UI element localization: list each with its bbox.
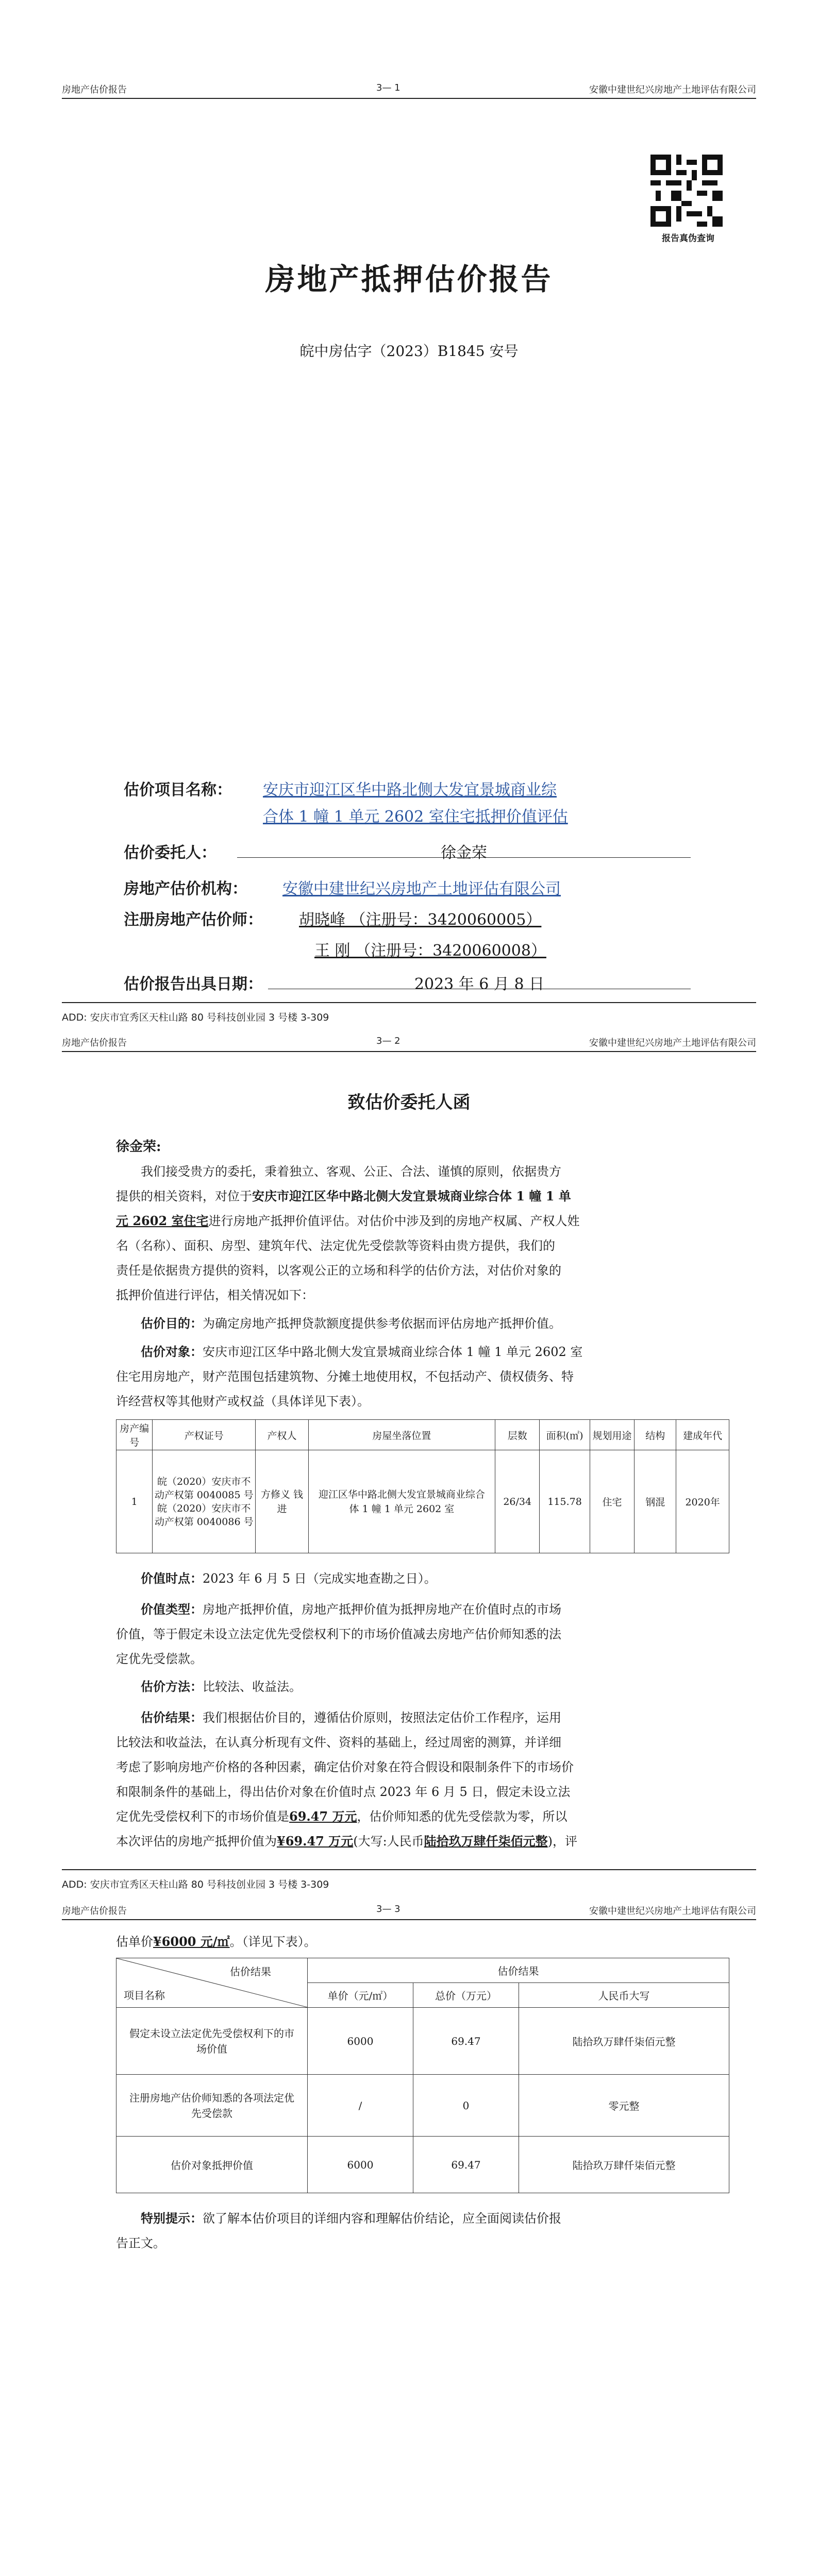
project-line-1: 安庆市迎江区华中路北侧大发宜景城商业综 xyxy=(263,781,557,799)
text-line xyxy=(116,1311,729,1336)
footer-divider xyxy=(62,1002,756,1003)
table-header: 估价结果 xyxy=(308,1958,729,1983)
text-span: 估单价 xyxy=(116,1935,153,1949)
table-cell: / xyxy=(308,2075,413,2137)
result-label: 估价结果： xyxy=(141,1710,203,1725)
table-header: 单价（元/㎡） xyxy=(308,1983,413,2008)
footer-address: ADD: 安庆市宜秀区天柱山路 80 号科技创业园 3 号楼 3-309 xyxy=(62,1879,329,1890)
header-left: 房地产估价报告 xyxy=(62,1038,127,1048)
text-line: 定优先受偿款。 xyxy=(116,1652,203,1666)
client-name: 徐金荣 xyxy=(441,844,487,862)
table-cell: 迎江区华中路北侧大发宜景城商业综合体 1 幢 1 单元 2602 室 xyxy=(308,1450,495,1553)
table-header: 房产编号 xyxy=(116,1420,153,1450)
object-para xyxy=(116,1340,729,1414)
table-row xyxy=(116,2008,729,2075)
text-line xyxy=(116,1674,729,1699)
text-span: 提供的相关资料，对位于 xyxy=(116,1189,252,1204)
page-number: 3— 2 xyxy=(376,1036,400,1046)
text-line xyxy=(116,1829,729,1854)
table-cell: 住宅 xyxy=(590,1450,634,1553)
table-header: 结构 xyxy=(635,1420,676,1450)
text-line: 责任是依据贵方提供的资料，以客观公正的立场和科学的估价方法，对估价对象的 xyxy=(116,1263,561,1278)
table-header: 总价（万元） xyxy=(413,1983,519,2008)
appraiser-1: 胡晓峰 （注册号：3420060005） xyxy=(299,911,542,929)
table-header-row xyxy=(116,1420,729,1450)
cert-number: 皖（2020）安庆市不动产权第 0040085 号 xyxy=(154,1476,254,1501)
table-cell: 6000 xyxy=(308,2137,413,2193)
diagonal-top-label: 估价结果 xyxy=(230,1965,271,1978)
text-span: 本次评估的房地产抵押价值为 xyxy=(116,1834,277,1849)
text-line xyxy=(116,1566,729,1591)
header-left: 房地产估价报告 xyxy=(62,84,127,95)
text-line: 考虑了影响房地产价格的各种因素，确定估价对象在符合假设和限制条件下的市场价 xyxy=(116,1760,574,1774)
text-span: 进行房地产抵押价值评估。对估价中涉及到的房地产权属、产权人姓 xyxy=(208,1214,580,1228)
result-para xyxy=(116,1705,729,1854)
table-cell: 假定未设立法定优先受偿权利下的市场价值 xyxy=(116,2008,308,2075)
object-label: 估价对象： xyxy=(141,1344,203,1359)
header-divider xyxy=(62,1051,756,1052)
text-span: 定优先受偿权利下的市场价值是 xyxy=(116,1809,289,1824)
footer-address: ADD: 安庆市宜秀区天柱山路 80 号科技创业园 3 号楼 3-309 xyxy=(62,1012,329,1023)
table-cell xyxy=(153,1450,256,1553)
header-left: 房地产估价报告 xyxy=(62,1906,127,1917)
table-row xyxy=(116,2137,729,2193)
agency-label: 房地产估价机构： xyxy=(124,880,247,898)
table-cell: 26/34 xyxy=(495,1450,539,1553)
text-line: 住宅用房地产，财产范围包括建筑物、分摊土地使用权，不包括动产、债权债务、特 xyxy=(116,1369,574,1384)
header-divider xyxy=(62,1919,756,1920)
text-line xyxy=(116,1209,729,1233)
text-line: 告正文。 xyxy=(116,2236,165,2250)
header-right: 安徽中建世纪兴房地产土地评估有限公司 xyxy=(589,1038,756,1048)
table-cell: 钢混 xyxy=(635,1450,676,1553)
table-header: 层数 xyxy=(495,1420,539,1450)
text-span: 欲了解本估价项目的详细内容和理解估价结论，应全面阅读估价报 xyxy=(203,2211,561,2226)
property-address-end: 元 2602 室住宅 xyxy=(116,1213,209,1228)
project-label: 估价项目名称： xyxy=(124,781,232,799)
text-span: 。（详见下表）。 xyxy=(229,1935,316,1949)
header-right: 安徽中建世纪兴房地产土地评估有限公司 xyxy=(589,1906,756,1917)
table-row xyxy=(116,2075,729,2137)
table-cell: 1 xyxy=(116,1450,153,1553)
object-text: 安庆市迎江区华中路北侧大发宜景城商业综合体 1 幢 1 单元 2602 室 xyxy=(203,1345,583,1359)
table-header: 产权人 xyxy=(256,1420,309,1450)
special-note xyxy=(116,2206,729,2256)
valuedate-text: 2023 年 6 月 5 日（完成实地查勘之日）。 xyxy=(203,1571,437,1586)
salutation: 徐金荣: xyxy=(116,1139,161,1155)
table-header: 房屋坐落位置 xyxy=(308,1420,495,1450)
summary-table xyxy=(116,1958,729,2193)
table-header-row xyxy=(116,1958,729,1983)
page-number: 3— 1 xyxy=(376,82,400,93)
diagonal-bottom-label: 项目名称 xyxy=(124,1989,165,2002)
table-cell: 0 xyxy=(413,2075,519,2137)
text-line: 名（名称）、面积、房型、建筑年代、法定优先受偿款等资料由贵方提供，我们的 xyxy=(116,1239,555,1253)
table-cell: 方修义 钱 进 xyxy=(256,1450,309,1553)
table-header-diagonal xyxy=(116,1958,308,2008)
mortgage-value-cn: 陆拾玖万肆仟柒佰元整 xyxy=(424,1834,548,1849)
table-cell: 注册房地产估价师知悉的各项法定优先受偿款 xyxy=(116,2075,308,2137)
cert-number: 皖（2020）安庆市不动产权第 0040086 号 xyxy=(154,1502,254,1528)
text-line: 价值，等于假定未设立法定优先受偿权利下的市场价值减去房地产估价师知悉的法 xyxy=(116,1627,561,1641)
valuedate-para xyxy=(116,1566,729,1591)
special-label: 特别提示： xyxy=(141,2211,203,2226)
table-cell: 115.78 xyxy=(540,1450,590,1553)
table-header: 面积(㎡) xyxy=(540,1420,590,1450)
table-cell: 69.47 xyxy=(413,2008,519,2075)
date-label: 估价报告出具日期： xyxy=(124,975,263,993)
text-span: ，估价师知悉的优先受偿款为零，所以 xyxy=(357,1809,567,1824)
text-line xyxy=(116,1705,729,1730)
text-line xyxy=(116,1184,729,1209)
text-span: (大写:人民币 xyxy=(353,1834,424,1849)
valuedate-label: 价值时点： xyxy=(141,1571,203,1586)
table-cell: 估价对象抵押价值 xyxy=(116,2137,308,2193)
table-cell: 陆拾玖万肆仟柒佰元整 xyxy=(519,2137,729,2193)
table-header: 规划用途 xyxy=(590,1420,634,1450)
text-span: 房地产抵押价值，房地产抵押价值为抵押房地产在价值时点的市场 xyxy=(203,1602,561,1617)
appraiser-label: 注册房地产估价师： xyxy=(124,911,263,929)
footer-divider xyxy=(62,1869,756,1870)
text-line xyxy=(116,1597,729,1622)
report-title: 房地产抵押估价报告 xyxy=(265,262,553,297)
mortgage-value: ¥69.47 万元 xyxy=(277,1834,354,1849)
table-row xyxy=(116,1450,729,1553)
letter-para-1 xyxy=(116,1159,729,1308)
page-number: 3— 3 xyxy=(376,1904,400,1914)
text-line xyxy=(116,2206,729,2231)
method-label: 估价方法： xyxy=(141,1679,203,1694)
appraiser-2: 王 刚 （注册号：3420060008） xyxy=(314,942,546,960)
table-header: 人民币大写 xyxy=(519,1983,729,2008)
method-text: 比较法、收益法。 xyxy=(203,1680,302,1694)
purpose-para xyxy=(116,1311,729,1336)
table-cell: 6000 xyxy=(308,2008,413,2075)
purpose-label: 估价目的： xyxy=(141,1316,203,1331)
text-line: 许经营权等其他财产或权益（具体详见下表）。 xyxy=(116,1394,370,1409)
header-divider xyxy=(62,98,756,99)
purpose-text: 为确定房地产抵押贷款额度提供参考依据而评估房地产抵押价值。 xyxy=(203,1316,561,1331)
qr-caption: 报告真伪查询 xyxy=(662,233,714,244)
text-span: )，评 xyxy=(547,1834,578,1849)
table-cell: 69.47 xyxy=(413,2137,519,2193)
table-cell: 2020年 xyxy=(676,1450,729,1553)
unit-price-line xyxy=(116,1929,729,1954)
header-right: 安徽中建世纪兴房地产土地评估有限公司 xyxy=(589,84,756,95)
table-header: 建成年代 xyxy=(676,1420,729,1450)
letter-title: 致估价委托人函 xyxy=(347,1092,471,1113)
text-line: 抵押价值进行评估，相关情况如下： xyxy=(116,1288,314,1302)
text-line: 和限制条件的基础上，得出估价对象在价值时点 2023 年 6 月 5 日，假定未设立法 xyxy=(116,1785,571,1799)
property-table xyxy=(116,1419,729,1553)
method-para xyxy=(116,1674,729,1699)
market-value: 69.47 万元 xyxy=(289,1809,357,1824)
report-date: 2023 年 6 月 8 日 xyxy=(414,975,545,993)
text-line xyxy=(116,1804,729,1829)
project-line-2: 合体 1 幢 1 单元 2602 室住宅抵押价值评估 xyxy=(263,808,568,826)
qr-code-icon xyxy=(650,155,723,227)
text-line xyxy=(116,1340,729,1364)
text-line: 比较法和收益法，在认真分析现有文件、资料的基础上，经过周密的测算，并详细 xyxy=(116,1735,561,1750)
text-line xyxy=(116,1929,729,1954)
table-header: 产权证号 xyxy=(153,1420,256,1450)
text-span: 我们根据估价目的，遵循估价原则，按照法定估价工作程序，运用 xyxy=(203,1710,561,1725)
table-cell: 陆拾玖万肆仟柒佰元整 xyxy=(519,2008,729,2075)
table-cell: 零元整 xyxy=(519,2075,729,2137)
agency-name: 安徽中建世纪兴房地产土地评估有限公司 xyxy=(282,880,561,898)
text-line: 我们接受贵方的委托，秉着独立、客观、公正、合法、谨慎的原则，依据贵方 xyxy=(141,1164,561,1179)
property-address: 安庆市迎江区华中路北侧大发宜景城商业综合体 1 幢 1 单 xyxy=(252,1189,571,1204)
valuetype-para xyxy=(116,1597,729,1671)
valuetype-label: 价值类型： xyxy=(141,1602,203,1617)
unit-price: ¥6000 元/㎡ xyxy=(153,1934,230,1949)
report-number: 皖中房估字（2023）B1845 安号 xyxy=(299,343,519,360)
client-label: 估价委托人： xyxy=(124,844,216,862)
